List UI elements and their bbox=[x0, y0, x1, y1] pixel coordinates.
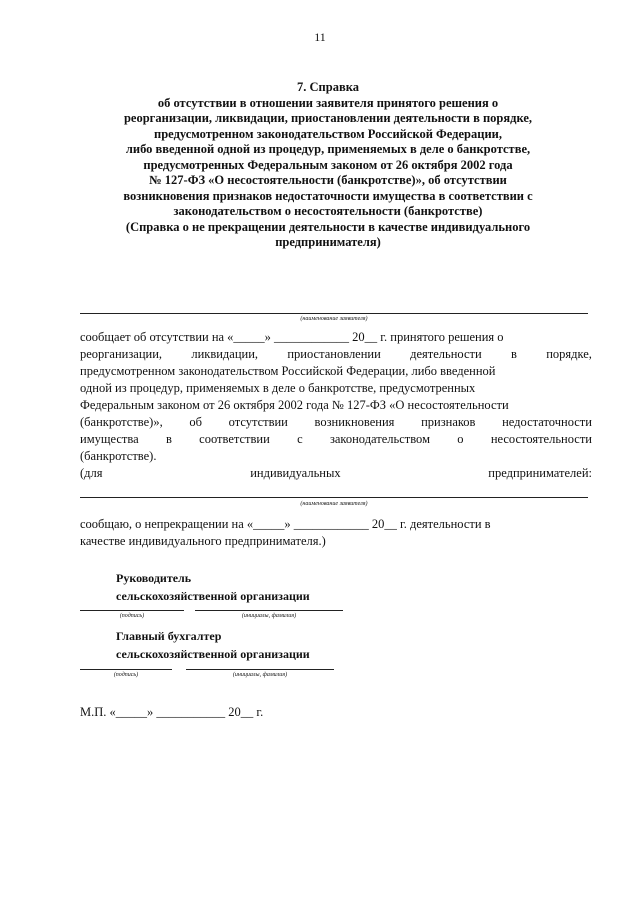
paragraph-word: индивидуальных bbox=[250, 466, 341, 480]
paragraph-word: о bbox=[457, 432, 464, 446]
accountant-title-line: сельскохозяйственной организации bbox=[116, 647, 310, 661]
paragraph-word: имущества bbox=[80, 432, 139, 446]
heading-line: либо введенной одной из процедур, применяемых в деле о банкротстве, bbox=[125, 142, 531, 156]
paragraph-word: качестве индивидуального предпринимателя.) bbox=[80, 534, 326, 548]
paragraph-word: ликвидации, bbox=[191, 347, 259, 361]
head-name-line[interactable] bbox=[195, 610, 343, 611]
paragraph-word: законодательством bbox=[329, 432, 430, 446]
document-heading bbox=[80, 80, 576, 251]
head-signature-line[interactable] bbox=[80, 610, 184, 611]
heading-line: законодательством о несостоятельности (банкротстве) bbox=[173, 204, 483, 218]
paragraph-word: сообщаю, о непрекращении на «_____» ____________ 20__ г. деятельности в bbox=[80, 517, 491, 531]
paragraph-line bbox=[80, 516, 592, 533]
paragraph-word: с bbox=[297, 432, 303, 446]
paragraph-word: приостановлении bbox=[287, 347, 381, 361]
heading-line: (Справка о не прекращении деятельности в качестве индивидуального bbox=[125, 219, 531, 234]
certificate-paragraph bbox=[80, 329, 592, 482]
paragraph-word: в bbox=[165, 432, 172, 446]
heading-line: предусмотренном законодательством Российской Федерации, bbox=[154, 126, 502, 141]
paragraph-word: (банкротстве). bbox=[80, 449, 157, 463]
entrepreneur-paragraph bbox=[80, 516, 592, 550]
accountant-title-line: Главный бухгалтер bbox=[116, 629, 222, 643]
paragraph-line bbox=[80, 363, 592, 380]
paragraph-line bbox=[80, 380, 592, 397]
heading-line: возникновения признаков недостаточности имущества в соответствии с bbox=[123, 188, 533, 203]
paragraph-line bbox=[80, 329, 592, 346]
applicant-name-line-2[interactable] bbox=[80, 497, 588, 498]
paragraph-word: предусмотренном законодательством Российской Федерации, либо введенной bbox=[80, 364, 496, 378]
head-title-line: сельскохозяйственной организации bbox=[116, 589, 310, 603]
applicant-name-caption: (наименование заявителя) bbox=[300, 316, 368, 322]
head-name-caption: (инициалы, фамилия) bbox=[241, 613, 297, 619]
paragraph-word: соответствии bbox=[199, 432, 270, 446]
paragraph-line bbox=[80, 346, 592, 363]
heading-line: № 127-ФЗ «О несостоятельности (банкротстве)», об отсутствии bbox=[149, 173, 507, 187]
paragraph-word: возникновения bbox=[314, 415, 395, 429]
paragraph-word: об bbox=[189, 415, 202, 429]
paragraph-word: недостаточности bbox=[502, 415, 592, 429]
paragraph-line bbox=[80, 431, 592, 448]
paragraph-word: сообщает об отсутствии на «_____» ____________ 20__ г. принятого решения о bbox=[80, 330, 504, 344]
paragraph-word: отсутствии bbox=[228, 415, 288, 429]
head-title-line: Руководитель bbox=[116, 571, 192, 585]
paragraph-line bbox=[80, 465, 592, 482]
paragraph-word: признаков bbox=[421, 415, 476, 429]
paragraph-line bbox=[80, 533, 592, 550]
paragraph-word: одной из процедур, применяемых в деле о банкротстве, предусмотренных bbox=[80, 381, 476, 395]
accountant-name-line[interactable] bbox=[186, 669, 334, 670]
paragraph-word: предпринимателей: bbox=[488, 466, 592, 480]
heading-line: предпринимателя) bbox=[275, 235, 381, 249]
paragraph-word: Федеральным законом от 26 октября 2002 года № 127-ФЗ «О несостоятельности bbox=[80, 398, 509, 412]
accountant-name-caption: (инициалы, фамилия) bbox=[232, 672, 288, 678]
paragraph-word: несостоятельности bbox=[490, 432, 592, 446]
head-signature-title bbox=[116, 569, 310, 605]
stamp-date-line: М.П. «_____» ___________ 20__ г. bbox=[80, 705, 264, 719]
applicant-name-caption-2: (наименование заявителя) bbox=[300, 501, 368, 507]
paragraph-line bbox=[80, 448, 592, 465]
applicant-name-line[interactable] bbox=[80, 313, 588, 314]
head-signature-caption: (подпись) bbox=[119, 613, 145, 619]
paragraph-word: порядке, bbox=[546, 347, 592, 361]
accountant-signature-title bbox=[116, 627, 310, 663]
paragraph-word: деятельности bbox=[410, 347, 482, 361]
heading-line: 7. Справка bbox=[297, 80, 359, 94]
paragraph-word: (банкротстве)», bbox=[80, 415, 163, 429]
paragraph-line bbox=[80, 414, 592, 431]
accountant-signature-line[interactable] bbox=[80, 669, 172, 670]
heading-line: предусмотренных Федеральным законом от 26 октября 2002 года bbox=[143, 157, 513, 172]
accountant-signature-caption: (подпись) bbox=[113, 672, 139, 678]
paragraph-line bbox=[80, 397, 592, 414]
heading-line: реорганизации, ликвидации, приостановлении деятельности в порядке, bbox=[123, 111, 533, 125]
paragraph-word: реорганизации, bbox=[80, 347, 163, 361]
page-number: 11 bbox=[314, 30, 326, 44]
paragraph-word: (для bbox=[80, 466, 103, 480]
heading-line: об отсутствии в отношении заявителя принятого решения о bbox=[157, 95, 499, 110]
paragraph-word: в bbox=[510, 347, 517, 361]
